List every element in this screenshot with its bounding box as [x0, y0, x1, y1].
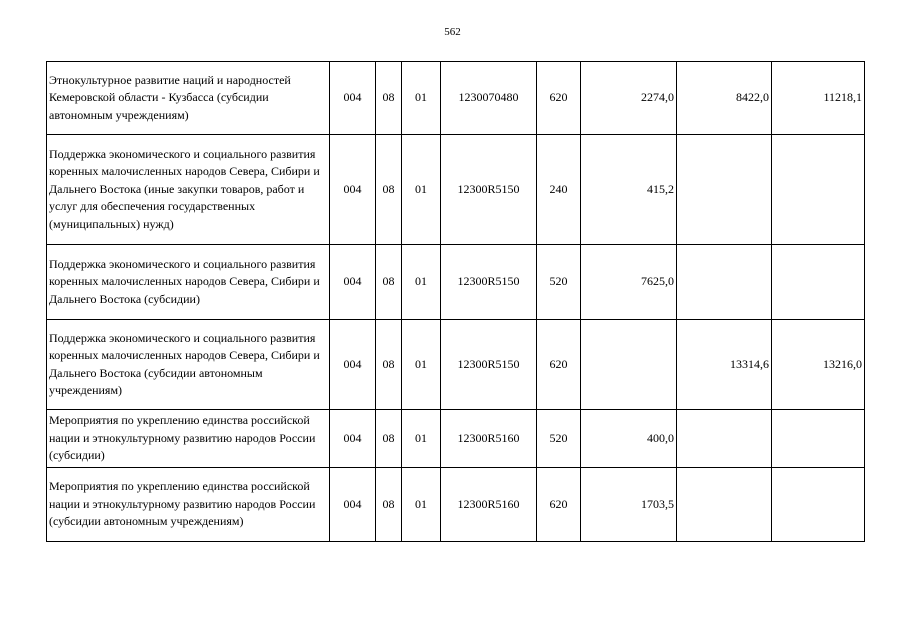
ministry-code: 004: [330, 245, 376, 320]
expense-type-code: 520: [537, 410, 581, 468]
amount-year-3: [772, 245, 865, 320]
expense-type-code: 620: [537, 320, 581, 410]
ministry-code: 004: [330, 410, 376, 468]
amount-year-1: [581, 320, 677, 410]
amount-year-1: 400,0: [581, 410, 677, 468]
ministry-code: 004: [330, 468, 376, 542]
table-row: [47, 468, 865, 542]
amount-year-2: [677, 410, 772, 468]
ministry-code: 004: [330, 62, 376, 135]
page-number: 562: [444, 26, 461, 38]
amount-year-2: [677, 468, 772, 542]
target-article-code: 12300R5150: [441, 320, 537, 410]
table-row: [47, 245, 865, 320]
amount-year-3: [772, 410, 865, 468]
amount-year-3: 13216,0: [772, 320, 865, 410]
table-row: [47, 320, 865, 410]
amount-year-2: [677, 245, 772, 320]
expense-type-code: 240: [537, 135, 581, 245]
subsection-code: 01: [402, 410, 441, 468]
subsection-code: 01: [402, 320, 441, 410]
expense-type-code: 620: [537, 62, 581, 135]
ministry-code: 004: [330, 135, 376, 245]
expense-type-code: 620: [537, 468, 581, 542]
subsection-code: 01: [402, 245, 441, 320]
section-code: 08: [376, 410, 402, 468]
amount-year-1: 415,2: [581, 135, 677, 245]
amount-year-1: 2274,0: [581, 62, 677, 135]
amount-year-1: 7625,0: [581, 245, 677, 320]
target-article-code: 12300R5150: [441, 245, 537, 320]
table-row: [47, 62, 865, 135]
amount-year-2: 8422,0: [677, 62, 772, 135]
section-code: 08: [376, 468, 402, 542]
amount-year-1: 1703,5: [581, 468, 677, 542]
subsection-code: 01: [402, 62, 441, 135]
table-row: [47, 410, 865, 468]
amount-year-3: [772, 135, 865, 245]
section-code: 08: [376, 135, 402, 245]
budget-table: [46, 61, 865, 542]
ministry-code: 004: [330, 320, 376, 410]
subsection-code: 01: [402, 468, 441, 542]
amount-year-3: [772, 468, 865, 542]
expense-type-code: 520: [537, 245, 581, 320]
amount-year-2: 13314,6: [677, 320, 772, 410]
row-description: Поддержка экономического и социального развития коренных малочисленных народов Севера, Сибири и Дальнего Востока (субсидии автономным учреждениям): [47, 320, 330, 410]
row-description: Этнокультурное развитие наций и народностей Кемеровской области - Кузбасса (субсидии автономным учреждениям): [47, 62, 330, 135]
section-code: 08: [376, 245, 402, 320]
amount-year-3: 11218,1: [772, 62, 865, 135]
target-article-code: 1230070480: [441, 62, 537, 135]
amount-year-2: [677, 135, 772, 245]
row-description: Мероприятия по укреплению единства российской нации и этнокультурному развитию народов России (субсидии автономным учреждениям): [47, 468, 330, 542]
target-article-code: 12300R5160: [441, 468, 537, 542]
row-description: Поддержка экономического и социального развития коренных малочисленных народов Севера, Сибири и Дальнего Востока (субсидии): [47, 245, 330, 320]
section-code: 08: [376, 62, 402, 135]
target-article-code: 12300R5150: [441, 135, 537, 245]
table-row: [47, 135, 865, 245]
row-description: Мероприятия по укреплению единства российской нации и этнокультурному развитию народов России (субсидии): [47, 410, 330, 468]
target-article-code: 12300R5160: [441, 410, 537, 468]
subsection-code: 01: [402, 135, 441, 245]
section-code: 08: [376, 320, 402, 410]
row-description: Поддержка экономического и социального развития коренных малочисленных народов Севера, Сибири и Дальнего Востока (иные закупки товаров, работ и услуг для обеспечения государственных (муниципальных) нужд): [47, 135, 330, 245]
